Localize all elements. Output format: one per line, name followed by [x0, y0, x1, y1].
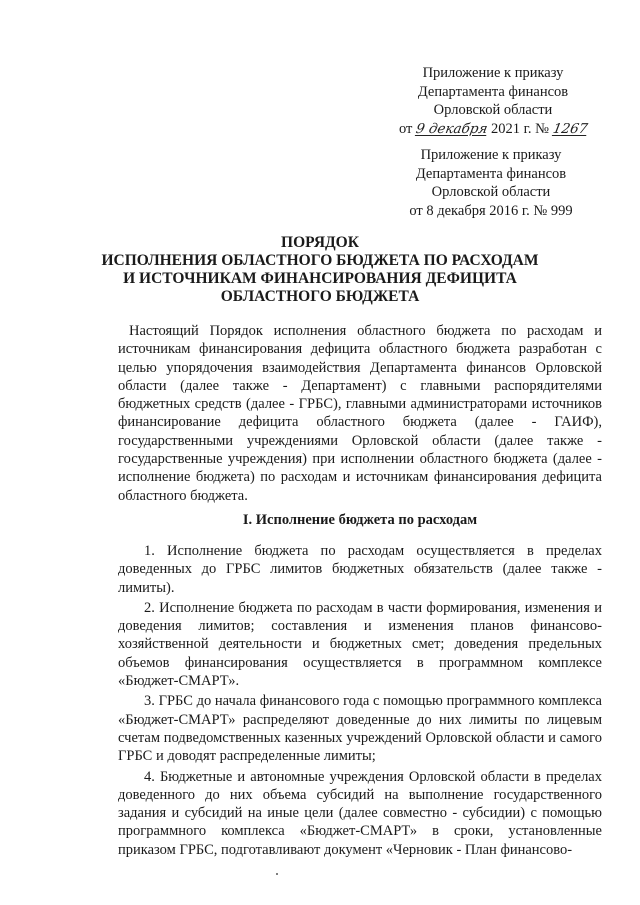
appendix-line: Орловской области [433, 102, 553, 118]
appendix-line: Департамента финансов [415, 165, 567, 182]
list-item: 1. Исполнение бюджета по расходам осуществляется в пределах доведенных до ГРБС лимитов бюджетных обязательств (далее также - лимиты). [118, 543, 602, 596]
title-line: ИСПОЛНЕНИЯ ОБЛАСТНОГО БЮДЖЕТА ПО РАСХОДАМ [101, 252, 539, 269]
title-line: ОБЛАСТНОГО БЮДЖЕТА [220, 288, 420, 305]
list-item: 2. Исполнение бюджета по расходам в части формирования, изменения и доведения лимитов; составления и изменения планов финансово-хозяйственной деятельности и бюджетных смет; доведения предельных объемов финансирования осуществляется в программном комплексе «Бюджет-СМАРТ». [118, 599, 602, 690]
section-heading: I. Исполнение бюджета по расходам [242, 512, 478, 528]
items-list [118, 542, 602, 861]
appendix-line: от 8 декабря 2016 г. № 999 [409, 202, 573, 219]
title-line: ПОРЯДОК [281, 234, 359, 251]
document-title [80, 234, 560, 306]
appendix-line: Орловской области [431, 184, 551, 200]
appendix-line: Приложение к приказу [420, 147, 562, 163]
appendix-block-old [381, 146, 601, 220]
appendix-block-new [383, 64, 603, 138]
appendix-line: Департамента финансов [417, 83, 569, 100]
appendix-date-line [383, 120, 603, 139]
appendix-line: Приложение к приказу [422, 65, 564, 81]
date-prefix: от [398, 120, 413, 137]
scan-speck [276, 873, 278, 875]
date-year: 2021 г. № [491, 120, 550, 137]
handwritten-number: 1267 [551, 120, 589, 137]
handwritten-date: 9 декабря [414, 120, 489, 137]
intro-paragraph: Настоящий Порядок исполнения областного бюджета по расходам и источникам финансирования дефицита областного бюджета разработан с целью упорядочения взаимодействия Департамента финансов Орловской области (далее также - Департамент) с главными распорядителями бюджетных средств (далее - ГРБС), главными администраторами источников финансирование дефицита областного бюджета (далее - ГАИФ), государственными учреждениями Орловской области (далее также - государственные учреждения) при исполнении областного бюджета (далее - исполнение бюджета) по расходам и источникам финансирования дефицита областного бюджета. [118, 323, 602, 504]
title-line: И ИСТОЧНИКАМ ФИНАНСИРОВАНИЯ ДЕФИЦИТА [123, 270, 517, 287]
list-item: 4. Бюджетные и автономные учреждения Орловской области в пределах доведенного до них объема субсидий на выполнение государственного задания и субсидий на иные цели (далее совместно - субсидии) с помощью программного комплекса «Бюджет-СМАРТ» в сроки, установленные приказом ГРБС, подготавливают документ «Черновик - План финансово- [118, 768, 602, 858]
list-item: 3. ГРБС до начала финансового года с помощью программного комплекса «Бюджет-СМАРТ» распределяют доведенные до них лимиты по лицевым счетам подведомственных казенных учреждений Орловской области и самого ГРБС и доводят распределенные лимиты; [118, 693, 602, 765]
